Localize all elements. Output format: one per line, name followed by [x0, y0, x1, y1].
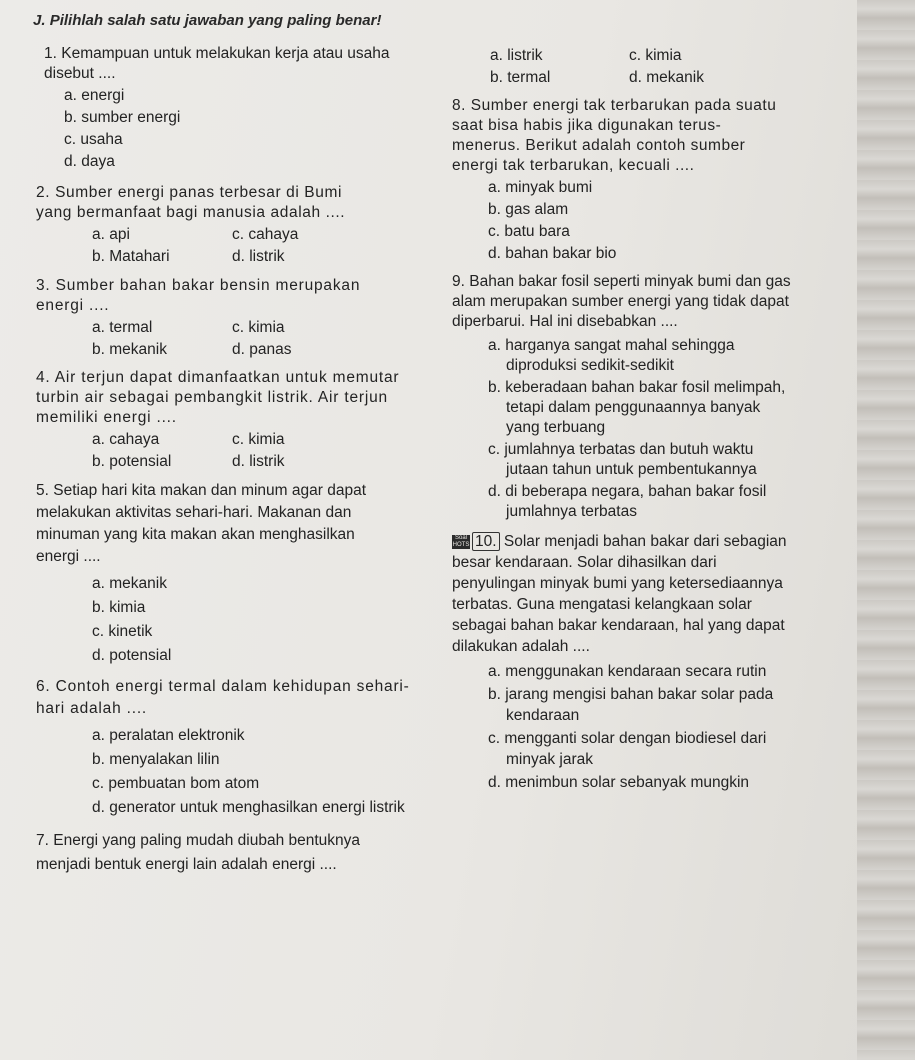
options [76, 429, 356, 473]
question-number: 6. [36, 678, 51, 695]
option-b[interactable]: b. gas alam [488, 201, 569, 218]
left-column [36, 44, 444, 884]
question-stem: Energi yang paling mudah diubah bentuknya menjadi bentuk energi lain adalah energi .... [36, 832, 361, 873]
question-stem: Sumber energi panas terbesar di Bumi yang bermanfaat bagi manusia adalah .... [36, 184, 346, 221]
option-c[interactable]: c. usaha [64, 131, 123, 148]
option-a[interactable]: a. menggunakan kendaraan secara rutin [488, 663, 767, 680]
option-a[interactable]: a. api [92, 226, 130, 243]
option-a[interactable]: a. termal [92, 319, 153, 336]
question-number: 1. [44, 45, 57, 62]
heading-prefix: J. [33, 12, 46, 29]
right-column [452, 44, 852, 802]
option-c[interactable]: c. jumlahnya terbatas dan butuh waktu jutaan tahun untuk pembentukannya [488, 441, 757, 478]
options [472, 336, 797, 524]
option-d[interactable]: d. mekanik [629, 69, 704, 86]
question-number: 10. [472, 532, 500, 551]
section-heading [33, 12, 381, 29]
hots-badge-icon: Soal HOTS [452, 534, 470, 548]
option-b[interactable]: b. kimia [92, 599, 146, 616]
question-stem: Bahan bakar fosil seperti minyak bumi dan gas alam merupakan sumber energi yang tidak dapat diperbarui. Hal ini disebabkan .... [452, 273, 791, 330]
option-c[interactable]: c. kimia [232, 431, 285, 448]
question-number: 8. [452, 97, 466, 114]
question-stem: Setiap hari kita makan dan minum agar dapat melakukan aktivitas sehari-hari. Makanan dan minuman yang kita makan akan menghasilkan energi .... [36, 482, 367, 565]
question-stem: Solar menjadi bahan bakar dari sebagian besar kendaraan. Solar dihasilkan dari penyulingan minyak bumi yang ketersediaannya terbatas. Guna mengatasi kelangkaan solar sebagai bahan bakar kendaraan, hal yang dapat dilakukan adalah .... [452, 533, 787, 655]
question-number: 4. [36, 369, 51, 386]
question-3 [36, 276, 411, 361]
question-number: 5. [36, 482, 49, 499]
question-stem: Sumber energi tak terbarukan pada suatu saat bisa habis jika digunakan terus-menerus. Berikut adalah contoh sumber energi tak terbarukan, kecuali .... [452, 97, 777, 174]
question-stem: Sumber bahan bakar bensin merupakan energi .... [36, 277, 361, 314]
question-7-options [452, 45, 752, 89]
option-b[interactable]: b. jarang mengisi bahan bakar solar pada kendaraan [488, 686, 774, 724]
option-c[interactable]: c. kimia [232, 319, 285, 336]
options [76, 724, 416, 822]
option-d[interactable]: d. daya [64, 153, 115, 170]
question-9 [452, 272, 797, 524]
option-b[interactable]: b. potensial [92, 453, 172, 470]
option-d[interactable]: d. di beberapa negara, bahan bakar fosil jumlahnya terbatas [488, 483, 767, 520]
option-d[interactable]: d. bahan bakar bio [488, 245, 617, 262]
option-c[interactable]: c. pembuatan bom atom [92, 775, 260, 792]
options [472, 177, 782, 265]
option-a[interactable]: a. minyak bumi [488, 179, 593, 196]
question-7 [36, 829, 396, 877]
option-a[interactable]: a. harganya sangat mahal sehingga diproduksi sedikit-sedikit [488, 337, 735, 374]
option-b[interactable]: b. menyalakan lilin [92, 751, 220, 768]
option-a[interactable]: a. listrik [490, 47, 543, 64]
option-c[interactable]: c. mengganti solar dengan biodiesel dari minyak jarak [488, 730, 767, 768]
page-edge-shadow [857, 0, 915, 1060]
question-6 [36, 676, 416, 822]
options [472, 661, 802, 795]
option-a[interactable]: a. peralatan elektronik [92, 727, 245, 744]
option-c[interactable]: c. batu bara [488, 223, 570, 240]
options [48, 85, 404, 173]
option-d[interactable]: d. potensial [92, 647, 172, 664]
option-a[interactable]: a. mekanik [92, 575, 167, 592]
options [76, 572, 396, 668]
option-a[interactable]: a. energi [64, 87, 125, 104]
question-number: 7. [36, 832, 49, 849]
question-8 [452, 96, 782, 265]
option-d[interactable]: d. generator untuk menghasilkan energi listrik [92, 799, 405, 816]
question-stem: Kemampuan untuk melakukan kerja atau usaha disebut .... [44, 45, 390, 82]
option-b[interactable]: b. mekanik [92, 341, 167, 358]
option-d[interactable]: d. menimbun solar sebanyak mungkin [488, 774, 750, 791]
question-4 [36, 368, 411, 473]
option-c[interactable]: c. kinetik [92, 623, 153, 640]
question-2 [36, 183, 381, 268]
option-a[interactable]: a. cahaya [92, 431, 160, 448]
question-1 [44, 44, 404, 173]
option-d[interactable]: d. panas [232, 341, 292, 358]
option-b[interactable]: b. sumber energi [64, 109, 181, 126]
heading-text: Pilihlah salah satu jawaban yang paling benar! [49, 12, 382, 29]
question-number: 2. [36, 184, 51, 201]
question-5 [36, 480, 396, 668]
question-number: 9. [452, 273, 465, 290]
option-c[interactable]: c. kimia [629, 47, 682, 64]
option-c[interactable]: c. cahaya [232, 226, 299, 243]
question-10 [452, 531, 802, 795]
question-number: 3. [36, 277, 51, 294]
options [76, 224, 356, 268]
option-b[interactable]: b. termal [490, 69, 551, 86]
question-stem: Contoh energi termal dalam kehidupan sehari-hari adalah .... [36, 678, 410, 717]
question-stem: Air terjun dapat dimanfaatkan untuk memutar turbin air sebagai pembangkit listrik. Air terjun memiliki energi .... [36, 369, 400, 426]
option-b[interactable]: b. keberadaan bahan bakar fosil melimpah, tetapi dalam penggunaannya banyak yang terbuang [488, 379, 786, 436]
option-d[interactable]: d. listrik [232, 248, 285, 265]
options [474, 45, 752, 89]
option-b[interactable]: b. Matahari [92, 248, 170, 265]
options [76, 317, 356, 361]
option-d[interactable]: d. listrik [232, 453, 285, 470]
